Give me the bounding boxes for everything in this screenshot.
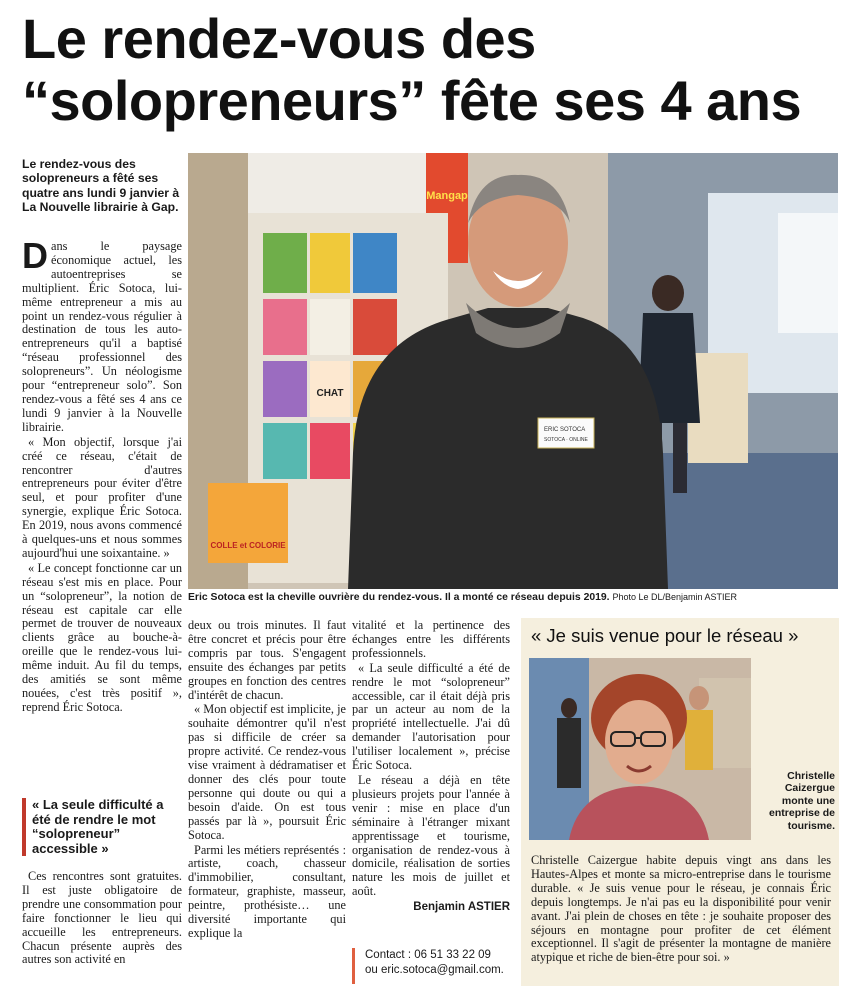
headline-line-1: Le rendez-vous des — [22, 7, 536, 70]
contact-email: ou eric.sotoca@gmail.com. — [365, 963, 504, 976]
sidebar-photo — [529, 658, 751, 840]
paragraph: « La seule difficulté a été de rendre le mot “solopreneur” accessible, car il était déjà pris par un acteur au nom de la propriété intellectuelle. J'ai dû demander l'autorisation pour l'utiliser localement », précise Éric Sotoca. — [352, 660, 510, 773]
article-column-1 — [22, 235, 182, 716]
headline — [22, 8, 832, 132]
name-badge — [538, 418, 594, 448]
article-column-3 — [352, 619, 510, 915]
paragraph: vitalité et la pertinence des échanges entre les différents professionnels. — [352, 618, 510, 660]
article-column-1-continued — [22, 870, 182, 968]
badge-name: ERIC SOTOCA — [544, 427, 586, 433]
paragraph: « Le concept fonctionne car un réseau s'est mis en place. Pour un “solopreneur”, la notion de réseau est capitale car elle permet de trouver de nouveaux clients grâce au bouche-à-oreille que le rendez-vous lui-même induit. Au fil du temps, des amitiés se sont même nouées, c'est très positif », reprend Éric Sotoca. — [22, 560, 182, 714]
book-title: CHAT — [316, 388, 344, 399]
contact-info — [352, 948, 510, 984]
paragraph: « Mon objectif, lorsque j'ai créé ce réseau, c'était de rencontrer d'autres entrepreneurs pour éviter d'être seul, et pour profiter d'une synergie, explique Éric Sotoca. En 2019, nous avons commencé à quelques-uns et nous sommes aujourd'hui une soixantaine. » — [22, 434, 182, 560]
author-byline: Benjamin ASTIER — [413, 901, 510, 914]
pull-quote: « La seule difficulté a été de rendre le mot “solopreneur” accessible » — [22, 798, 180, 856]
main-photo — [188, 153, 838, 589]
headline-line-2: “solopreneurs” fête ses 4 ans — [22, 69, 802, 132]
drop-cap: D — [22, 235, 48, 276]
photo-caption — [188, 591, 838, 604]
book-cover-title: COLLE et COLORIE — [210, 541, 286, 550]
man-sweater — [348, 308, 668, 589]
paragraph: Dans le paysage économique actuel, les autoentreprises se multiplient. Éric Sotoca, lui-même entrepreneur a mis au point un rendez-vous régulier à destination de tous les auto-entrepreneurs qu'il a baptisé “réseau professionnel des solopreneurs”. Un néologisme pour “entrepreneur solo”. Son rendez-vous a fêté ses 4 ans ce lundi 9 janvier à la Nouvelle librairie. — [22, 235, 182, 434]
sidebar-text: Christelle Caizergue habite depuis vingt ans dans les Hautes-Alpes et monte sa micro-entreprise dans le tourisme durable. « Je suis venue pour le réseau, je connais Éric depuis longtemps. Je n'ai pas eu la disponibilité pour venir avant. J'ai plein de choses en tête : je souhaite proposer des séjours en montagne pour profiter de cet élément exceptionnel. Il s'agit de présenter la montagne de manière atypique et riche de bien-être pour soi. » — [531, 853, 831, 965]
paragraph: deux ou trois minutes. Il faut être concret et précis pour être compris par tous. S'engagent ensuite des échanges par petits groupes en fonction des centres d'intérêt de chacun. — [188, 618, 346, 702]
poster-title: Mangap — [426, 190, 468, 202]
caption-text: Eric Sotoca est la cheville ouvrière du rendez-vous. Il a monté ce réseau depuis 2019. — [188, 592, 610, 603]
photo-illustration — [188, 153, 838, 589]
photo-credit: Photo Le DL/Benjamin ASTIER — [612, 592, 738, 602]
article-lead: Le rendez-vous des solopreneurs a fêté ses quatre ans lundi 9 janvier à La Nouvelle librairie à Gap. — [22, 157, 180, 215]
article-column-2 — [188, 619, 346, 942]
sidebar-title: « Je suis venue pour le réseau » — [531, 625, 799, 646]
paragraph: Le réseau a déjà en tête plusieurs projets pour l'année à venir : mise en place d'un séminaire à l'étranger mixant apprentissage et tourisme, organisation de rendez-vous à domicile, réalisation de sorties nature les mois de juillet et août. — [352, 772, 510, 899]
badge-company: SOTOCA · ONLINE — [544, 437, 588, 443]
paragraph: « Mon objectif est implicite, je souhaite démontrer qu'il n'est pas si difficile de créer sa propre activité. Ce rendez-vous vise vraiment à dédramatiser et donner des clés pour toute personne qui doute ou qui a besoin d'aide. On est tous passés par là », poursuit Éric Sotoca. — [188, 702, 346, 842]
contact-phone: Contact : 06 51 33 22 09 — [365, 949, 491, 961]
paragraph: Parmi les métiers représentés : artiste, coach, chasseur d'immobilier, consultant, formateur, graphiste, masseur, peintre, prothésiste… une diversité importante qui explique la — [188, 842, 346, 940]
paragraph: Ces rencontres sont gratuites. Il est juste obligatoire de prendre une consommation pour faire fonctionner le lieu qui accueille les entrepreneurs. Chacun présente auprès des autres son activité en — [22, 869, 182, 967]
sidebar-box — [521, 618, 839, 986]
portrait-illustration — [529, 658, 751, 840]
sidebar-photo-caption: Christelle Caizergue monte une entreprise de tourisme. — [769, 770, 835, 832]
